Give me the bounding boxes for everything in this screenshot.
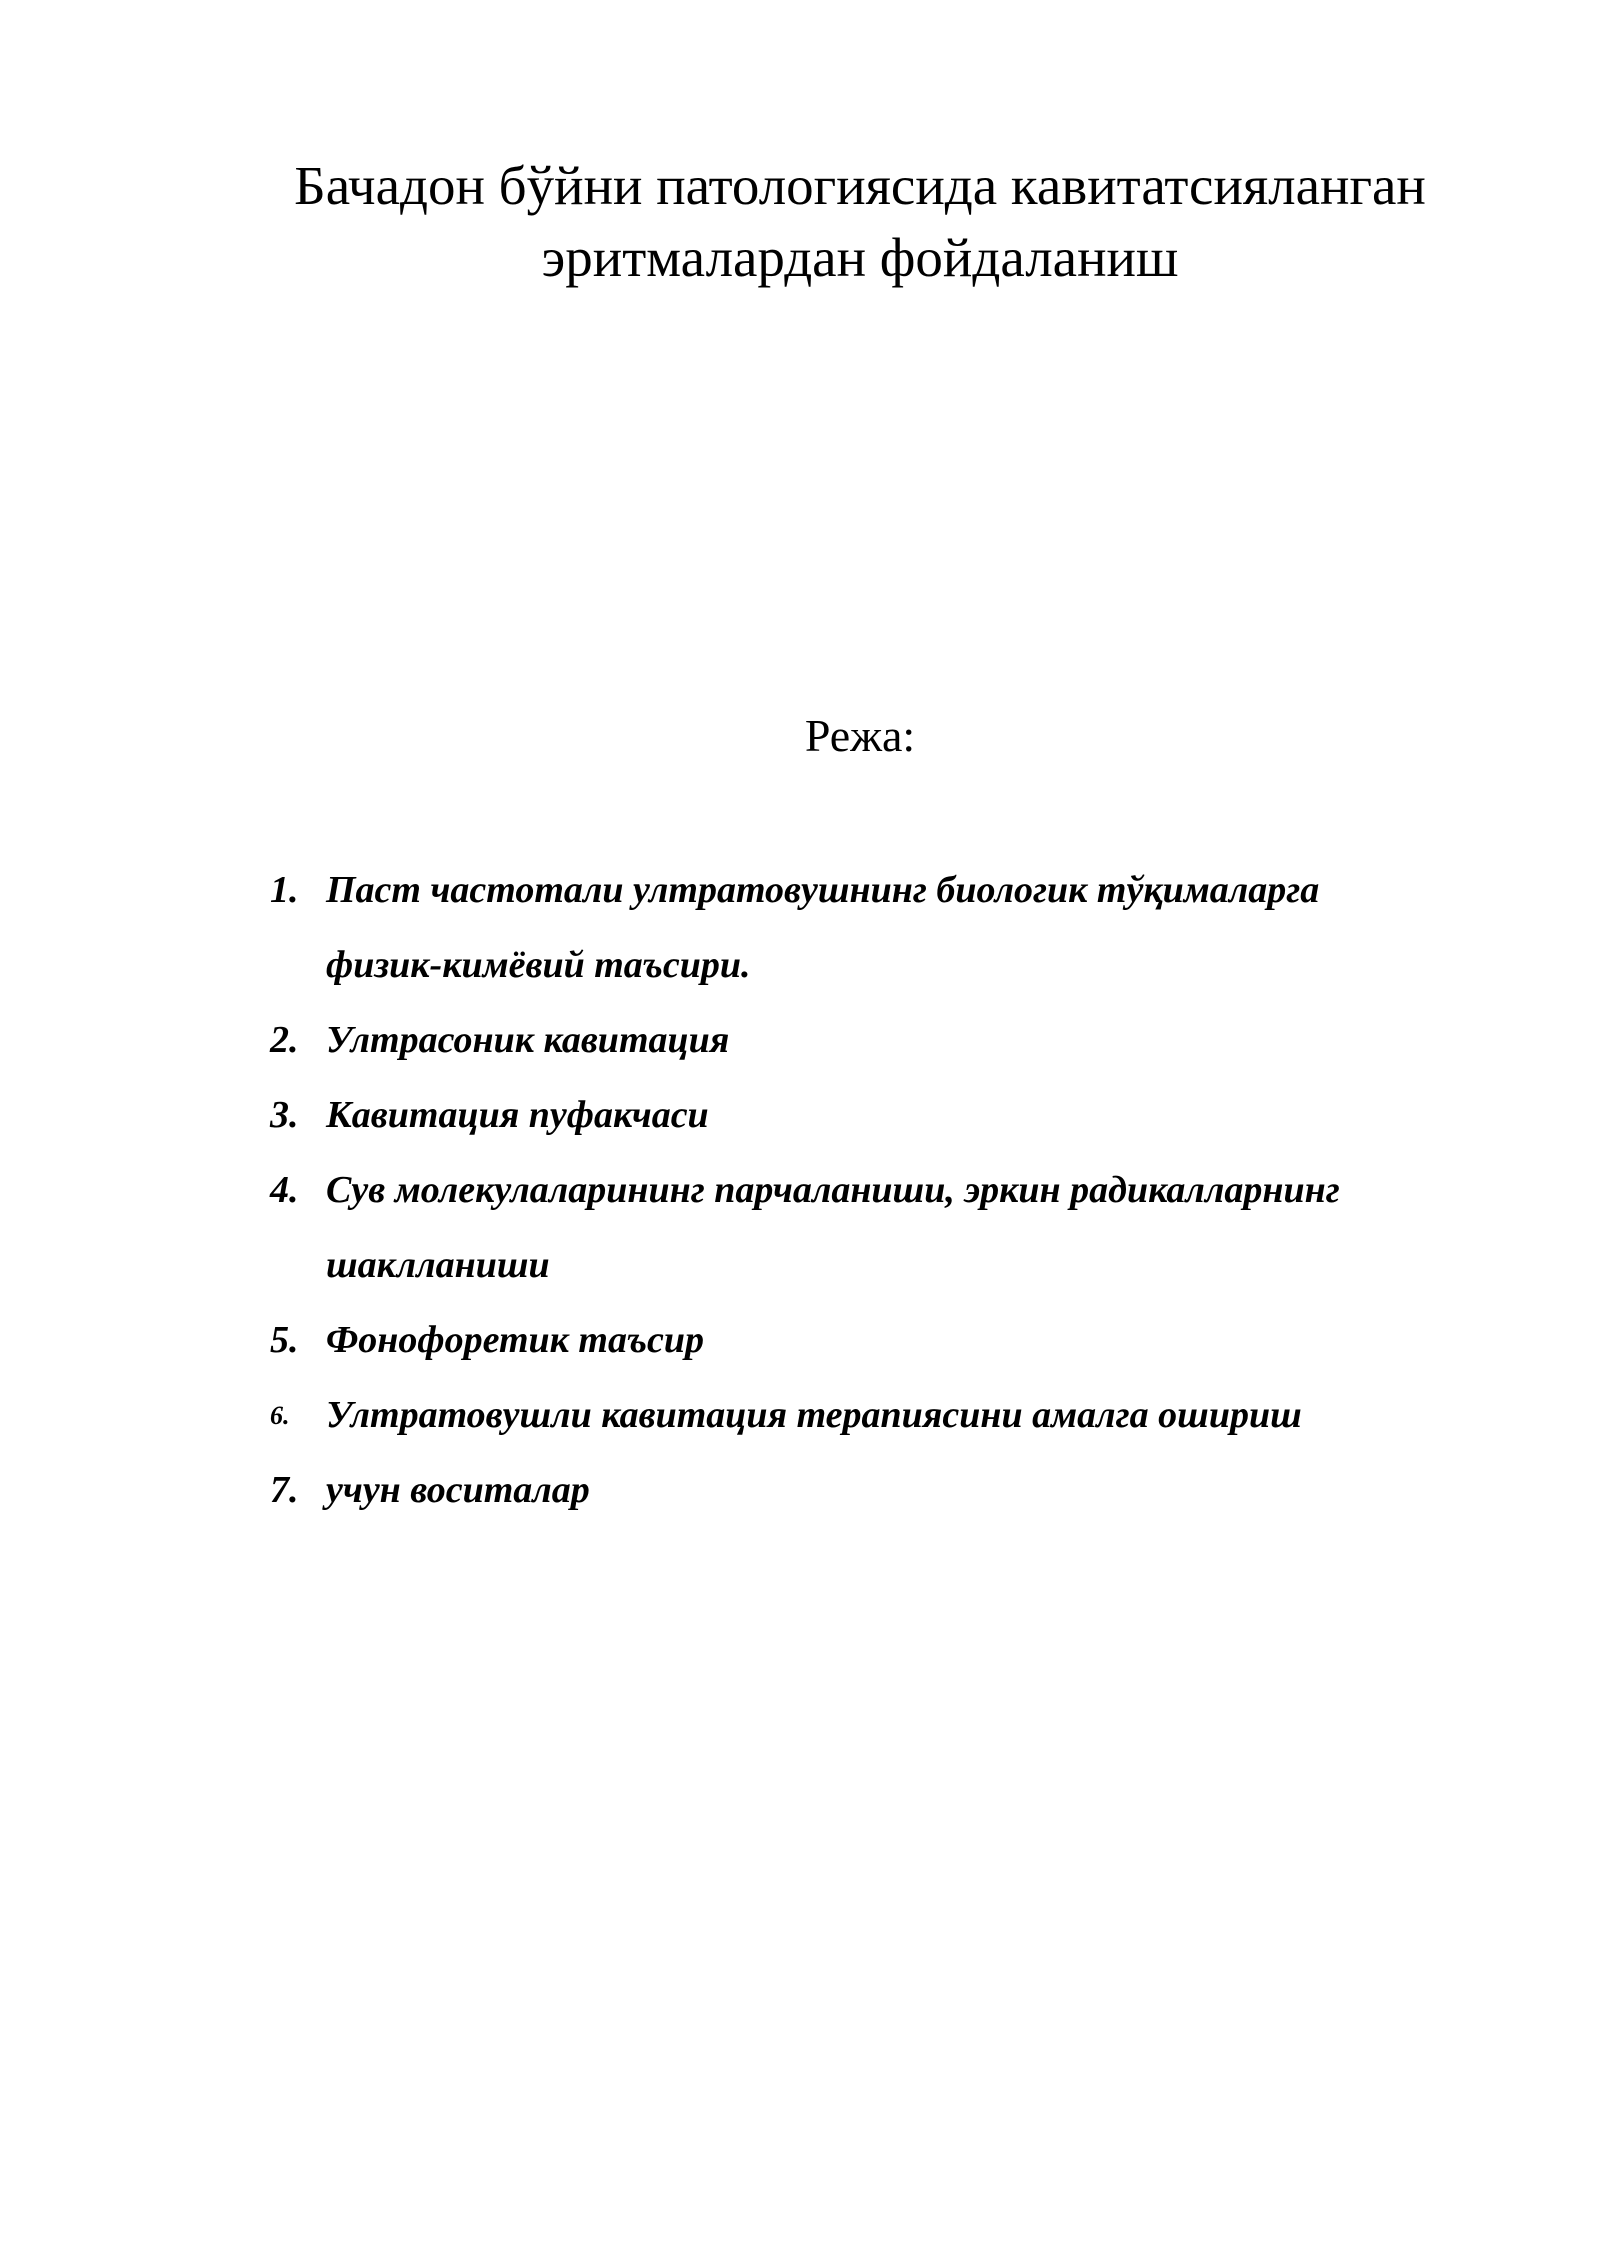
document-title-line-2: эритмалардан фойдаланиш — [541, 227, 1179, 288]
plan-item-number: 4. — [270, 1169, 299, 1211]
document-title-line-1: Бачадон бўйни патологиясида кавитатсияланган — [294, 155, 1426, 216]
plan-heading: Режа: — [804, 710, 916, 761]
plan-item-text: Паст частотали ултратовушнинг биологик тўқималарга — [326, 869, 1320, 911]
plan-item-number: 6. — [270, 1401, 290, 1430]
plan-item-text: Кавитация пуфакчаси — [326, 1094, 709, 1136]
plan-item-2 — [270, 1003, 1520, 1078]
plan-item-text: Фонофоретик таъсир — [326, 1319, 704, 1361]
document-title — [200, 150, 1520, 294]
plan-item-text-continuation: физик-кимёвий таъсири. — [326, 944, 751, 986]
plan-item-number: 1. — [270, 869, 299, 911]
plan-item-number: 5. — [270, 1319, 299, 1361]
plan-list — [270, 853, 1520, 1528]
plan-item-number: 2. — [270, 1019, 299, 1061]
plan-item-number: 3. — [270, 1094, 299, 1136]
plan-item-text: Сув молекулаларининг парчаланиши, эркин радикалларнинг — [326, 1169, 1340, 1211]
plan-item-7 — [270, 1453, 1520, 1528]
plan-item-1 — [270, 853, 1520, 1003]
plan-item-4 — [270, 1153, 1520, 1303]
plan-item-number: 7. — [270, 1469, 299, 1511]
plan-item-6 — [270, 1378, 1520, 1453]
plan-item-text-continuation: шаклланиши — [326, 1244, 550, 1286]
plan-item-3 — [270, 1078, 1520, 1153]
plan-item-text: учун воситалар — [326, 1469, 590, 1511]
plan-item-5 — [270, 1303, 1520, 1378]
plan-item-text: Ултрасоник кавитация — [326, 1019, 730, 1061]
plan-item-text: Ултратовушли кавитация терапиясини амалга ошириш — [326, 1394, 1302, 1436]
